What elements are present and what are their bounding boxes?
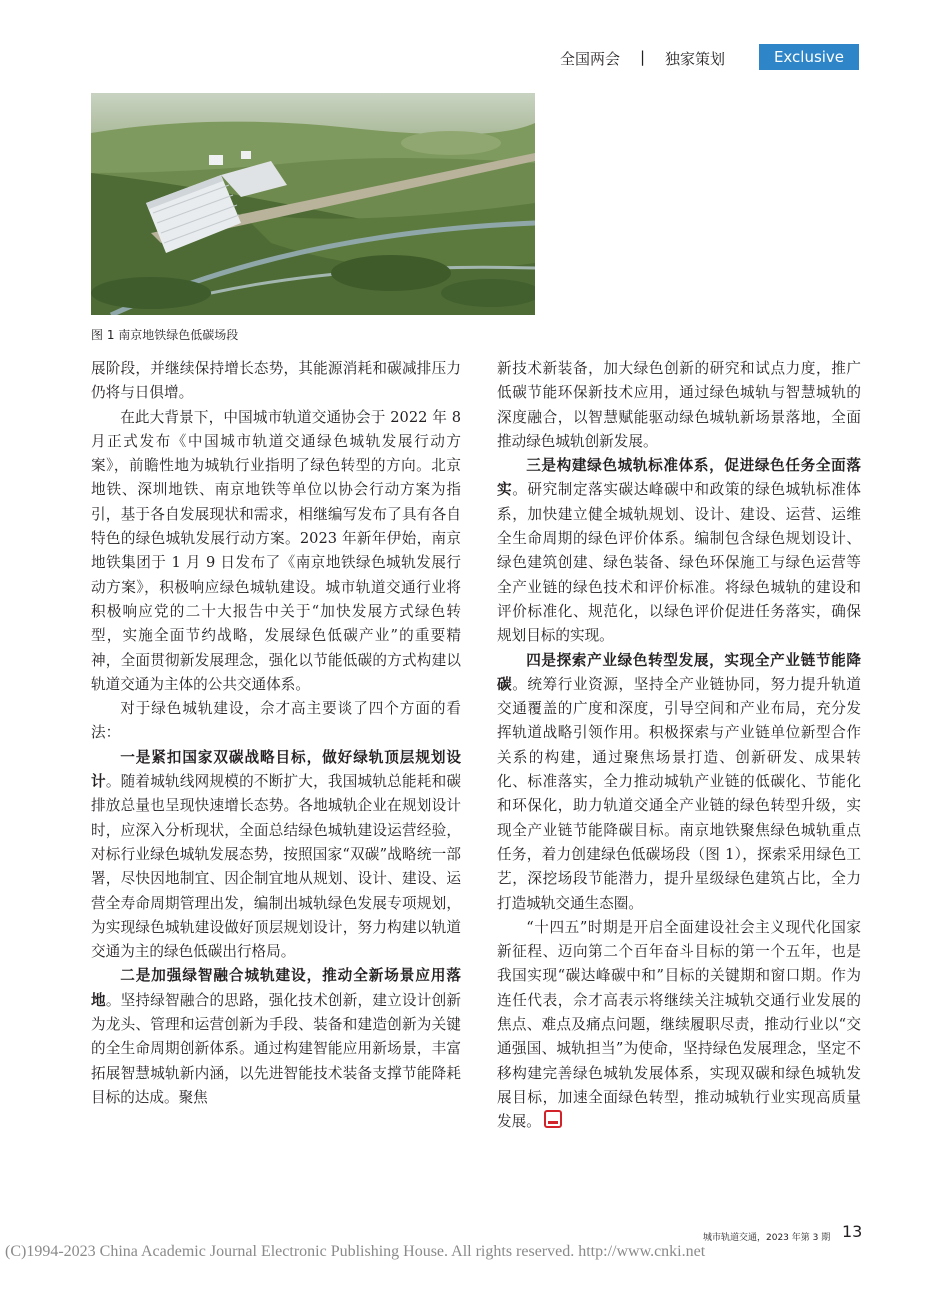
point-one-heading: 一是紧扣国家双碳战略目标，做好绿轨顶层规划设计 <box>91 748 461 791</box>
point-three-text: 。研究制定落实碳达峰碳中和政策的绿色城轨标准体系，加快建立健全城轨规划、设计、建设、运营、运维全生命周期的绿色评价体系。编制包含绿色规划设计、绿色建筑创建、绿色装备、绿色环保施工与绿色运营等全产业链的绿色技术和评价标准。将绿色城轨的建设和评价标准化、规范化，以绿色评价促进任务落实，确保规划目标的实现。 <box>497 481 861 645</box>
right-paragraph-3 <box>497 649 861 916</box>
left-column <box>91 357 461 1110</box>
right-column <box>497 357 861 1135</box>
exclusive-badge: Exclusive <box>759 44 859 70</box>
left-paragraph-1: 展阶段，并继续保持增长态势，其能源消耗和碳减排压力仍将与日俱增。 <box>91 360 461 402</box>
left-paragraph-5 <box>91 964 461 1110</box>
right-paragraph-4 <box>497 916 861 1135</box>
page-number: 13 <box>842 1222 863 1241</box>
left-paragraph-3: 对于绿色城轨建设，佘才高主要谈了四个方面的看法： <box>91 700 461 742</box>
header-section: 全国两会 <box>560 50 621 68</box>
closing-text: “十四五”时期是开启全面建设社会主义现代化国家新征程、迈向第二个百年奋斗目标的第一个五年，也是我国实现“碳达峰碳中和”目标的关键期和窗口期。作为连任代表，佘才高表示将继续关注城轨交通行业发展的焦点、难点及痛点问题，继续履职尽责，推动行业以“交通强国、城轨担当”为使命，坚持绿色发展理念，坚定不移构建完善绿色城轨发展体系，实现双碳和绿色城轨发展目标，加速全面绿色转型，推动城轨行业实现高质量发展。 <box>497 918 861 1131</box>
point-two-text: 。坚持绿智融合的思路，强化技术创新，建立设计创新为龙头、管理和运营创新为手段、装备和建造创新为关键的全生命周期创新体系。通过构建智能应用新场景，丰富拓展智慧城轨新内涵，以先进智能技术装备支撑节能降耗目标的达成。聚焦 <box>91 991 461 1106</box>
header-column: 独家策划 <box>665 50 726 68</box>
point-four-text: 。统筹行业资源，坚持全产业链协同，努力提升轨道交通覆盖的广度和深度，引导空间和产业布局，充分发挥轨道战略引领作用。积极探索与产业链单位新型合作关系的构建，通过聚焦场景打造、创新研发、成果转化、标准落实，全力推动城轨产业链的低碳化、节能化和环保化，助力轨道交通全产业链的绿色转型升级，实现全产业链节能降碳目标。南京地铁聚焦绿色城轨重点任务，着力创建绿色低碳场段（图 1），探索采用绿色工艺，深挖场段节能潜力，提升星级绿色建筑占比，全力打造城轨交通生态圈。 <box>497 675 861 912</box>
left-paragraph-4 <box>91 746 461 965</box>
page-header <box>560 44 860 70</box>
right-paragraph-2 <box>497 454 861 648</box>
right-paragraph-1: 新技术新装备，加大绿色创新的研究和试点力度，推广低碳节能环保新技术应用，通过绿色城轨与智慧城轨的深度融合，以智慧赋能驱动绿色城轨新场景落地，全面推动绿色城轨创新发展。 <box>497 360 861 450</box>
aerial-depot-illustration <box>91 93 535 315</box>
copyright-notice: (C)1994-2023 China Academic Journal Electronic Publishing House. All rights reserved. http://www.cnki.net <box>5 1243 706 1260</box>
footer-journal-info: 城市轨道交通，2023 年第 3 期 <box>703 1233 831 1243</box>
header-separator: | <box>640 48 646 66</box>
left-paragraph-2: 在此大背景下，中国城市轨道交通协会于 2022 年 8 月正式发布《中国城市轨道交通绿色城轨发展行动方案》，前瞻性地为城轨行业指明了绿色转型的方向。北京地铁、深圳地铁、南京地铁等单位以协会行动方案为指引，基于各自发展现状和需求，相继编写发布了具有各自特色的绿色城轨发展行动方案。2023 年新年伊始，南京地铁集团于 1 月 9 日发布了《南京地铁绿色城轨发展行动方案》，积极响应绿色城轨建设。城市轨道交通行业将积极响应党的二十大报告中关于“加快发展方式绿色转型，实施全面节约战略，发展绿色低碳产业”的重要精神，全面贯彻新发展理念，强化以节能低碳的方式构建以轨道交通为主体的公共交通体系。 <box>91 408 461 693</box>
point-three-heading: 三是构建绿色城轨标准体系，促进绿色任务全面落实 <box>497 457 861 499</box>
point-four-heading: 四是探索产业绿色转型发展，实现全产业链节能降碳 <box>497 651 861 693</box>
figure-caption: 图 1 南京地铁绿色低碳场段 <box>91 328 239 342</box>
point-two-heading: 二是加强绿智融合城轨建设，推动全新场景应用落地 <box>91 967 461 1009</box>
figure-aerial-image <box>91 93 535 315</box>
article-end-icon <box>544 1110 562 1128</box>
point-one-text: 。随着城轨线网规模的不断扩大，我国城轨总能耗和碳排放总量也呈现快速增长态势。各地城轨企业在规划设计时，应深入分析现状，全面总结绿色城轨建设运营经验，对标行业绿色城轨发展态势，按照国家“双碳”战略统一部署，尽快因地制宜、因企制宜地从规划、设计、建设、运营全寿命周期管理出发，编制出城轨绿色发展专项规划，为实现绿色城轨建设做好顶层规划设计，努力构建以轨道交通为主的绿色低碳出行格局。 <box>91 773 461 961</box>
